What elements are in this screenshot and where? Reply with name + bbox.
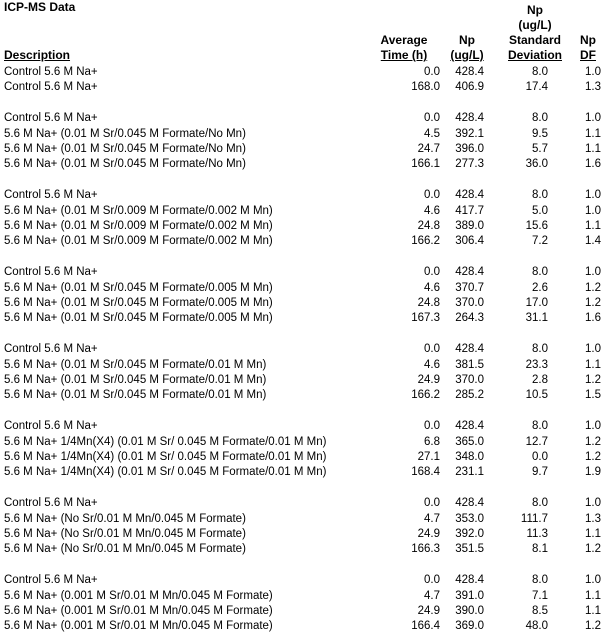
- cell-time: 166.4: [411, 620, 440, 633]
- table-row: [0, 311, 607, 326]
- cell-description: 5.6 M Na+ (0.01 M Sr/0.045 M Formate/0.01 M Mn): [4, 358, 267, 371]
- cell-df: 1.0: [585, 66, 601, 78]
- cell-time: 166.2: [411, 389, 440, 402]
- header-time-line1: Average: [380, 33, 428, 47]
- header-np: [449, 33, 485, 63]
- cell-description: 5.6 M Na+ 1/4Mn(X4) (0.01 M Sr/ 0.045 M Formate/0.01 M Mn): [4, 466, 327, 479]
- cell-np: 428.4: [455, 420, 484, 433]
- cell-np: 369.0: [455, 620, 484, 633]
- cell-time: 0.0: [424, 189, 440, 202]
- header-std-line3: Standard: [508, 33, 561, 47]
- cell-time: 24.9: [417, 374, 440, 386]
- table-row: [0, 358, 607, 373]
- cell-time: 166.3: [411, 543, 440, 556]
- table-row: [0, 542, 607, 557]
- cell-np: 365.0: [455, 435, 484, 448]
- header-description: [4, 48, 70, 63]
- cell-df: 1.1: [585, 528, 601, 540]
- cell-description: 5.6 M Na+ (0.01 M Sr/0.009 M Formate/0.002 M Mn): [4, 235, 273, 248]
- cell-description: Control 5.6 M Na+: [4, 574, 98, 587]
- cell-df: 1.2: [585, 543, 601, 556]
- cell-description: Control 5.6 M Na+: [4, 189, 98, 202]
- cell-np: 264.3: [455, 312, 484, 325]
- cell-time: 0.0: [424, 266, 440, 279]
- table-row: [0, 388, 607, 403]
- cell-df: 1.1: [585, 358, 601, 371]
- cell-std-dev: 5.0: [532, 204, 548, 217]
- cell-df: 1.3: [585, 81, 601, 94]
- cell-time: 24.9: [417, 605, 440, 617]
- cell-description: 5.6 M Na+ (0.01 M Sr/0.009 M Formate/0.002 M Mn): [4, 220, 273, 232]
- header-std-line2: (ug/L): [518, 18, 552, 32]
- table-row: [0, 435, 607, 450]
- cell-time: 4.6: [424, 281, 440, 294]
- cell-np: 417.7: [455, 204, 484, 217]
- cell-np: 381.5: [455, 358, 484, 371]
- cell-std-dev: 8.0: [532, 112, 548, 125]
- cell-df: 1.2: [585, 435, 601, 448]
- cell-description: 5.6 M Na+ (0.01 M Sr/0.045 M Formate/0.01 M Mn): [4, 374, 267, 386]
- cell-df: 1.3: [585, 512, 601, 525]
- cell-time: 6.8: [424, 435, 440, 448]
- cell-df: 1.1: [585, 605, 601, 617]
- table-row: [0, 250, 607, 265]
- cell-np: 428.4: [455, 66, 484, 78]
- cell-description: 5.6 M Na+ 1/4Mn(X4) (0.01 M Sr/ 0.045 M Formate/0.01 M Mn): [4, 451, 327, 463]
- table-row: [0, 296, 607, 311]
- table-row: [0, 111, 607, 126]
- cell-std-dev: 111.7: [520, 512, 548, 525]
- cell-np: 306.4: [455, 235, 484, 248]
- header-std-line4: Deviation: [507, 48, 562, 62]
- cell-description: Control 5.6 M Na+: [4, 66, 98, 78]
- cell-time: 0.0: [424, 574, 440, 587]
- table-row: [0, 373, 607, 388]
- cell-description: 5.6 M Na+ (0.01 M Sr/0.045 M Formate/No Mn): [4, 127, 246, 140]
- cell-std-dev: 48.0: [525, 620, 548, 633]
- cell-std-dev: 23.3: [525, 358, 548, 371]
- cell-description: 5.6 M Na+ (0.01 M Sr/0.009 M Formate/0.002 M Mn): [4, 204, 273, 217]
- cell-time: 0.0: [424, 420, 440, 433]
- cell-time: 0.0: [424, 112, 440, 125]
- header-np-line2: (ug/L): [450, 48, 484, 62]
- cell-np: 428.4: [455, 343, 484, 356]
- cell-description: Control 5.6 M Na+: [4, 81, 98, 94]
- cell-df: 1.0: [585, 266, 601, 279]
- table-row: [0, 558, 607, 573]
- table-row: [0, 265, 607, 280]
- table-row: [0, 219, 607, 234]
- cell-np: 370.0: [455, 374, 484, 386]
- cell-std-dev: 11.3: [526, 528, 548, 540]
- page-title: ICP-MS Data: [4, 0, 76, 14]
- cell-std-dev: 8.0: [532, 497, 548, 510]
- cell-np: 285.2: [455, 389, 484, 402]
- header-df: [576, 33, 600, 63]
- table-row: [0, 589, 607, 604]
- cell-description: 5.6 M Na+ (0.01 M Sr/0.045 M Formate/No Mn): [4, 158, 246, 171]
- cell-np: 428.4: [455, 112, 484, 125]
- cell-np: 428.4: [455, 497, 484, 510]
- cell-description: Control 5.6 M Na+: [4, 112, 98, 125]
- header-description-label: Description: [4, 48, 71, 62]
- cell-df: 1.0: [585, 343, 601, 356]
- cell-description: 5.6 M Na+ (0.001 M Sr/0.01 M Mn/0.045 M Formate): [4, 620, 273, 633]
- cell-df: 1.0: [585, 189, 601, 202]
- table-row: [0, 234, 607, 249]
- cell-df: 1.2: [585, 620, 601, 633]
- header-std: [502, 3, 568, 63]
- cell-np: 370.7: [455, 281, 484, 294]
- cell-description: Control 5.6 M Na+: [4, 497, 98, 510]
- cell-time: 4.6: [424, 358, 440, 371]
- cell-time: 4.7: [424, 589, 440, 602]
- cell-std-dev: 7.2: [532, 235, 548, 248]
- cell-df: 1.2: [585, 374, 601, 386]
- cell-std-dev: 15.6: [525, 220, 548, 232]
- cell-df: 1.0: [585, 112, 601, 125]
- cell-time: 168.0: [411, 81, 440, 94]
- cell-np: 396.0: [455, 143, 484, 155]
- table-row: [0, 496, 607, 511]
- header-df-line2: DF: [580, 48, 596, 62]
- cell-std-dev: 8.0: [532, 343, 548, 356]
- cell-time: 167.3: [411, 312, 440, 325]
- cell-std-dev: 17.4: [525, 81, 548, 94]
- cell-np: 392.0: [455, 528, 484, 540]
- cell-df: 1.0: [585, 204, 601, 217]
- cell-time: 24.9: [417, 528, 440, 540]
- cell-np: 348.0: [455, 451, 484, 463]
- table-row: [0, 450, 607, 465]
- cell-np: 428.4: [455, 266, 484, 279]
- table-row: [0, 404, 607, 419]
- cell-description: Control 5.6 M Na+: [4, 420, 98, 433]
- cell-df: 1.2: [585, 281, 601, 294]
- cell-np: 277.3: [455, 158, 484, 171]
- cell-df: 1.1: [585, 220, 601, 232]
- cell-std-dev: 7.1: [532, 589, 548, 602]
- cell-np: 389.0: [455, 220, 484, 232]
- table-row: [0, 604, 607, 619]
- cell-std-dev: 36.0: [525, 158, 548, 171]
- cell-std-dev: 17.0: [525, 297, 548, 309]
- cell-time: 168.4: [411, 466, 440, 479]
- cell-df: 1.1: [585, 143, 601, 155]
- table-row: [0, 65, 607, 80]
- cell-description: 5.6 M Na+ (No Sr/0.01 M Mn/0.045 M Formate): [4, 528, 246, 540]
- table-row: [0, 512, 607, 527]
- cell-std-dev: 12.7: [525, 435, 548, 448]
- cell-description: 5.6 M Na+ (0.01 M Sr/0.045 M Formate/0.005 M Mn): [4, 281, 273, 294]
- cell-std-dev: 9.7: [532, 466, 548, 479]
- cell-std-dev: 8.0: [532, 266, 548, 279]
- cell-description: 5.6 M Na+ (0.001 M Sr/0.01 M Mn/0.045 M Formate): [4, 589, 273, 602]
- table-row: [0, 481, 607, 496]
- cell-time: 0.0: [424, 343, 440, 356]
- header-time: [368, 33, 440, 63]
- cell-std-dev: 10.5: [525, 389, 548, 402]
- table-row: [0, 96, 607, 111]
- cell-time: 27.1: [417, 451, 440, 463]
- table-row: [0, 157, 607, 172]
- cell-df: 1.0: [585, 497, 601, 510]
- cell-df: 1.5: [585, 389, 601, 402]
- cell-df: 1.6: [585, 312, 601, 325]
- header-time-line2: Time (h): [380, 48, 428, 62]
- header-std-line1: Np: [527, 3, 543, 17]
- cell-df: 1.2: [585, 297, 601, 309]
- cell-np: 428.4: [455, 189, 484, 202]
- cell-np: 406.9: [455, 81, 484, 94]
- table-row: [0, 573, 607, 588]
- cell-time: 0.0: [424, 497, 440, 510]
- cell-time: 24.8: [417, 220, 440, 232]
- cell-description: Control 5.6 M Na+: [4, 343, 98, 356]
- cell-time: 24.7: [417, 143, 440, 155]
- table-row: [0, 127, 607, 142]
- cell-std-dev: 31.1: [525, 312, 548, 325]
- cell-time: 4.7: [424, 512, 440, 525]
- cell-time: 4.6: [424, 204, 440, 217]
- cell-description: 5.6 M Na+ (0.01 M Sr/0.045 M Formate/0.01 M Mn): [4, 389, 267, 402]
- cell-np: 392.1: [455, 127, 484, 140]
- cell-np: 351.5: [455, 543, 484, 556]
- cell-std-dev: 2.6: [532, 281, 548, 294]
- cell-description: 5.6 M Na+ (0.01 M Sr/0.045 M Formate/0.005 M Mn): [4, 297, 273, 309]
- cell-description: 5.6 M Na+ (0.001 M Sr/0.01 M Mn/0.045 M Formate): [4, 605, 273, 617]
- header-np-line1: Np: [459, 33, 475, 47]
- cell-std-dev: 2.8: [532, 374, 548, 386]
- cell-np: 370.0: [455, 297, 484, 309]
- cell-std-dev: 8.0: [532, 66, 548, 78]
- cell-time: 0.0: [424, 66, 440, 78]
- cell-description: 5.6 M Na+ (No Sr/0.01 M Mn/0.045 M Formate): [4, 543, 246, 556]
- cell-df: 1.4: [585, 235, 601, 248]
- cell-time: 24.8: [417, 297, 440, 309]
- cell-std-dev: 5.7: [532, 143, 548, 155]
- cell-std-dev: 8.0: [532, 189, 548, 202]
- cell-std-dev: 8.0: [532, 574, 548, 587]
- cell-description: 5.6 M Na+ (0.01 M Sr/0.045 M Formate/No Mn): [4, 143, 246, 155]
- cell-df: 1.1: [585, 589, 601, 602]
- cell-df: 1.0: [585, 420, 601, 433]
- cell-std-dev: 8.5: [532, 605, 548, 617]
- cell-description: 5.6 M Na+ 1/4Mn(X4) (0.01 M Sr/ 0.045 M Formate/0.01 M Mn): [4, 435, 327, 448]
- header-df-line1: Np: [580, 33, 596, 47]
- table-row: [0, 173, 607, 188]
- table-row: [0, 419, 607, 434]
- table-row: [0, 188, 607, 203]
- table-row: [0, 342, 607, 357]
- cell-time: 4.5: [424, 127, 440, 140]
- table-row: [0, 327, 607, 342]
- cell-description: 5.6 M Na+ (No Sr/0.01 M Mn/0.045 M Formate): [4, 512, 246, 525]
- cell-df: 1.6: [585, 158, 601, 171]
- cell-description: Control 5.6 M Na+: [4, 266, 98, 279]
- table-row: [0, 80, 607, 95]
- cell-np: 390.0: [455, 605, 484, 617]
- cell-np: 428.4: [455, 574, 484, 587]
- cell-std-dev: 0.0: [532, 451, 548, 463]
- cell-df: 1.2: [585, 451, 601, 463]
- cell-std-dev: 8.0: [532, 420, 548, 433]
- cell-df: 1.9: [585, 466, 601, 479]
- table-row: [0, 204, 607, 219]
- cell-description: 5.6 M Na+ (0.01 M Sr/0.045 M Formate/0.005 M Mn): [4, 312, 273, 325]
- cell-df: 1.0: [585, 574, 601, 587]
- table-row: [0, 465, 607, 480]
- cell-std-dev: 9.5: [532, 127, 548, 140]
- table-row: [0, 619, 607, 634]
- cell-df: 1.1: [585, 127, 601, 140]
- table-row: [0, 281, 607, 296]
- cell-time: 166.1: [411, 158, 440, 171]
- cell-np: 353.0: [455, 512, 484, 525]
- cell-std-dev: 8.1: [532, 543, 548, 556]
- cell-time: 166.2: [411, 235, 440, 248]
- cell-np: 231.1: [455, 466, 484, 479]
- table-row: [0, 527, 607, 542]
- table-row: [0, 142, 607, 157]
- cell-np: 391.0: [455, 589, 484, 602]
